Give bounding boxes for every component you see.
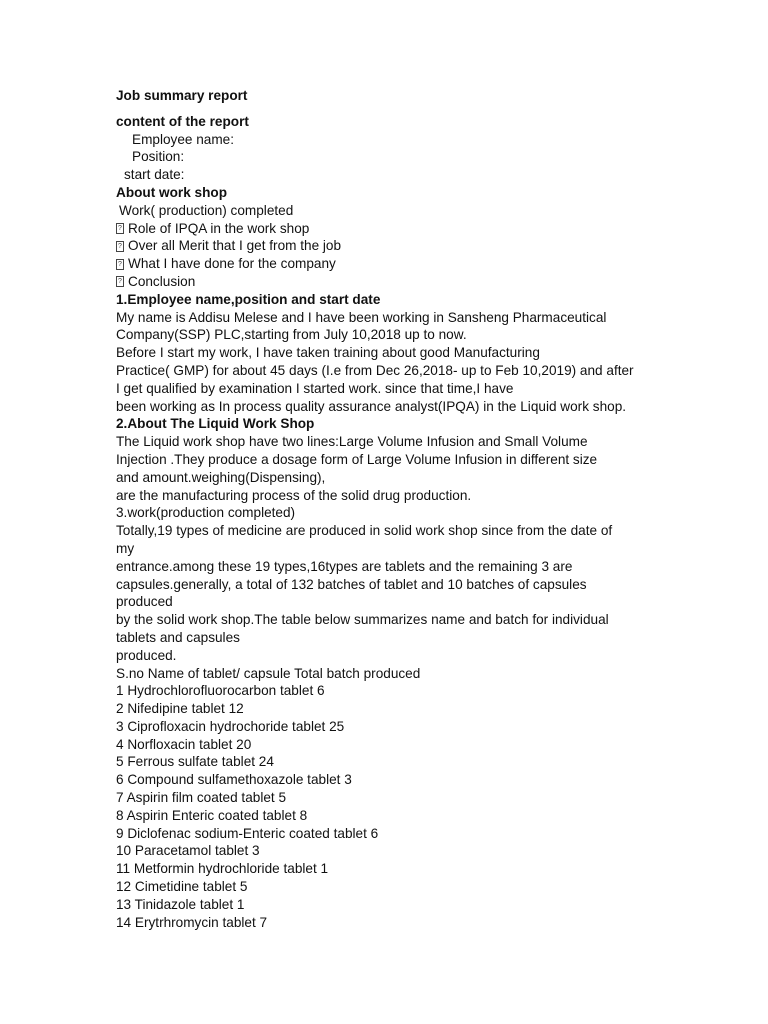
paragraph-line: Injection .They produce a dosage form of Large Volume Infusion in different size (116, 451, 598, 467)
paragraph-line: Company(SSP) PLC,starting from July 10,2018 up to now. (116, 327, 467, 343)
start-date-label: start date: (124, 167, 185, 183)
paragraph-line: My name is Addisu Melese and I have been working in Sansheng Pharmaceutical (116, 309, 607, 325)
table-row: 5 Ferrous sulfate tablet 24 (116, 754, 274, 770)
paragraph-line: produced. (116, 647, 177, 663)
paragraph-line: Practice( GMP) for about 45 days (I.e from Dec 26,2018- up to Feb 10,2019) and after (116, 362, 634, 378)
paragraph-line: Totally,19 types of medicine are produced in solid work shop since from the date of (116, 523, 613, 539)
paragraph-line: Before I start my work, I have taken training about good Manufacturing (116, 345, 540, 361)
paragraph-line: entrance.among these 19 types,16types are tablets and the remaining 3 are (116, 558, 573, 574)
paragraph-line: capsules.generally, a total of 132 batches of tablet and 10 batches of capsules (116, 576, 587, 592)
table-row: 9 Diclofenac sodium-Enteric coated tablet 6 (116, 825, 379, 841)
paragraph-line: The Liquid work shop have two lines:Large Volume Infusion and Small Volume (116, 434, 588, 450)
bullet-item (116, 273, 676, 291)
paragraph-line: tablets and capsules (116, 629, 240, 645)
section2-heading: 2.About The Liquid Work Shop (116, 416, 315, 432)
section3-heading: 3.work(production completed) (116, 505, 296, 521)
bullet-item (116, 237, 676, 255)
missing-glyph-icon: ? (116, 259, 124, 270)
work-completed-item: Work( production) completed (119, 202, 294, 218)
section1-heading: 1.Employee name,position and start date (116, 291, 381, 307)
table-row: 13 Tinidazole tablet 1 (116, 896, 245, 912)
bullet-text: Over all Merit that I get from the job (128, 238, 342, 254)
employee-name-label: Employee name: (132, 131, 235, 147)
table-row: 11 Metformin hydrochloride tablet 1 (116, 861, 329, 877)
bullet-text: What I have done for the company (128, 256, 336, 272)
paragraph-line: been working as In process quality assurance analyst(IPQA) in the Liquid work shop. (116, 398, 627, 414)
paragraph-line: I get qualified by examination I started work. since that time,I have (116, 380, 514, 396)
table-header: S.no Name of tablet/ capsule Total batch produced (116, 665, 421, 681)
contents-heading: content of the report (116, 113, 249, 129)
table-row: 7 Aspirin film coated tablet 5 (116, 790, 287, 806)
bullet-item (116, 220, 676, 238)
paragraph-line: produced (116, 594, 173, 610)
paragraph-line: by the solid work shop.The table below summarizes name and batch for individual (116, 612, 609, 628)
paragraph-line: are the manufacturing process of the solid drug production. (116, 487, 472, 503)
missing-glyph-icon: ? (116, 241, 124, 252)
paragraph-line: my (116, 540, 135, 556)
table-row: 1 Hydrochlorofluorocarbon tablet 6 (116, 683, 325, 699)
bullet-text: Conclusion (128, 273, 196, 289)
table-row: 8 Aspirin Enteric coated tablet 8 (116, 807, 308, 823)
document-body (116, 87, 676, 931)
table-row: 12 Cimetidine tablet 5 (116, 879, 248, 895)
bullet-item (116, 255, 676, 273)
table-row: 10 Paracetamol tablet 3 (116, 843, 260, 859)
table-row: 6 Compound sulfamethoxazole tablet 3 (116, 772, 352, 788)
table-row: 3 Ciprofloxacin hydrochoride tablet 25 (116, 718, 345, 734)
paragraph-line: and amount.weighing(Dispensing), (116, 469, 326, 485)
missing-glyph-icon: ? (116, 223, 124, 234)
table-row: 4 Norfloxacin tablet 20 (116, 736, 252, 752)
report-title: Job summary report (116, 88, 248, 103)
missing-glyph-icon: ? (116, 276, 124, 287)
table-row: 2 Nifedipine tablet 12 (116, 701, 244, 717)
about-workshop-heading: About work shop (116, 184, 228, 200)
bullet-text: Role of IPQA in the work shop (128, 220, 310, 236)
table-row: 14 Erytrhromycin tablet 7 (116, 914, 268, 930)
position-label: Position: (132, 149, 185, 165)
